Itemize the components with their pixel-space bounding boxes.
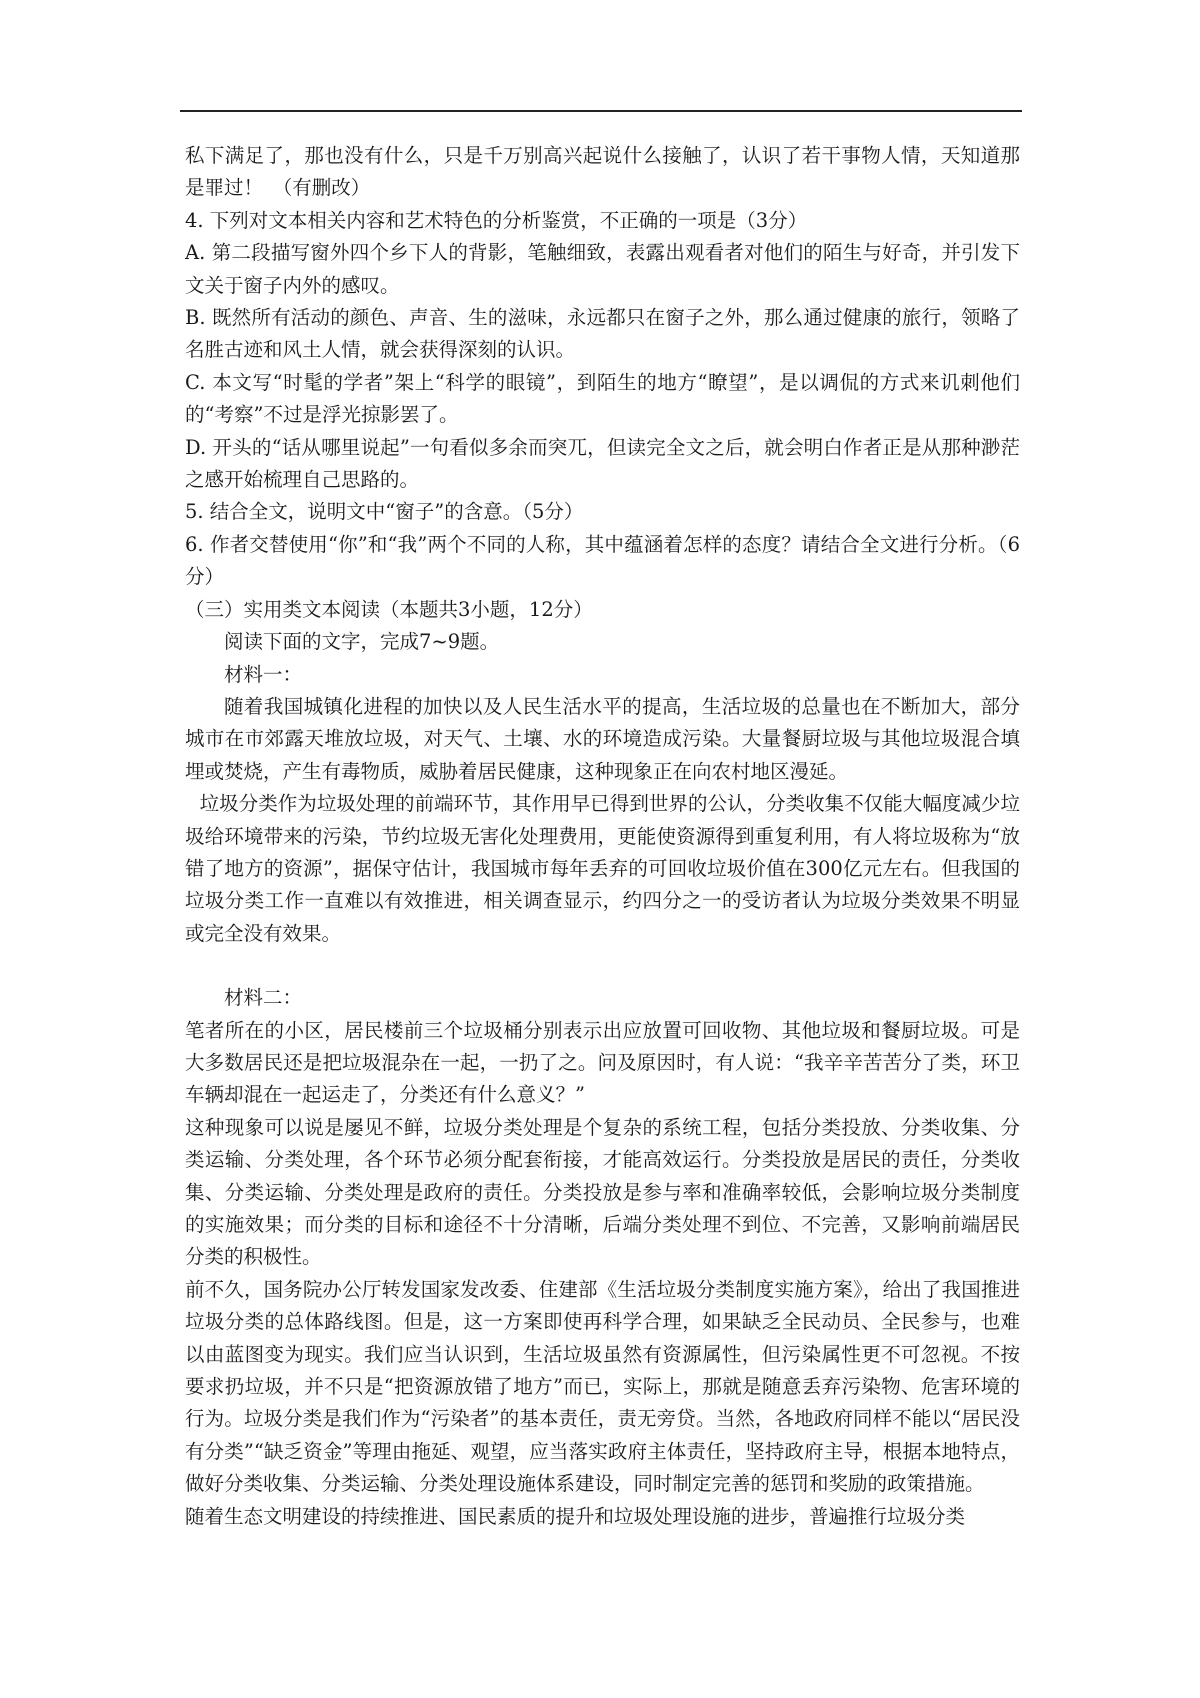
section-heading: （三）实用类文本阅读（本题共3小题，12分） <box>185 597 593 621</box>
material-2-paragraph: 随着生态文明建设的持续推进、国民素质的提升和垃圾处理设施的进步，普遍推行垃圾分类 <box>185 1504 966 1528</box>
option-d: D. 开头的“话从哪里说起”一句看似多余而突兀，但读完全文之后，就会明白作者正是从那种渺茫之感开始梳理自己思路的。 <box>185 435 1020 492</box>
header-rule <box>180 110 1022 112</box>
material-1-paragraph: 垃圾分类作为垃圾处理的前端环节，其作用早已得到世界的公认，分类收集不仅能大幅度减少垃圾给环境带来的污染，节约垃圾无害化处理费用，更能使资源得到重复利用，有人将垃圾称为“放错了地方的资源”，据保守估计，我国城市每年丢弃的可回收垃圾价值在300亿元左右。但我国的垃圾分类工作一直难以有效推进，相关调查显示，约四分之一的受访者认为垃圾分类效果不明显或完全没有效果。 <box>185 792 1020 945</box>
question-6: 6. 作者交替使用“你”和“我”两个不同的人称，其中蕴涵着怎样的态度？请结合全文进行分析。（6分） <box>185 532 1020 589</box>
instruction: 阅读下面的文字，完成7~9题。 <box>224 630 500 654</box>
paragraph: 私下满足了，那也没有什么，只是千万别高兴起说什么接触了，认识了若干事物人情，天知道那是罪过！ （有删改） <box>185 144 1020 200</box>
material-2-paragraph: 前不久，国务院办公厅转发国家发改委、住建部《生活垃圾分类制度实施方案》，给出了我国推进垃圾分类的总体路线图。但是，这一方案即使再科学合理，如果缺乏全民动员、全民参与，也难以由蓝图变为现实。我们应当认识到，生活垃圾虽然有资源属性，但污染属性更不可忽视。不按要求扔垃圾，并不只是“把资源放错了地方”而已，实际上，那就是随意丢弃污染物、危害环境的行为。垃圾分类是我们作为“污染者”的基本责任，责无旁贷。当然，各地政府同样不能以“居民没有分类”“缺乏资金”等理由拖延、观望，应当落实政府主体责任，坚持政府主导，根据本地特点，做好分类收集、分类运输、分类处理设施体系建设，同时制定完善的惩罚和奖励的政策措施。 <box>185 1277 1020 1496</box>
material-1-label: 材料一： <box>224 662 303 686</box>
material-2-paragraph: 笔者所在的小区，居民楼前三个垃圾桶分别表示出应放置可回收物、其他垃圾和餐厨垃圾。可是大多数居民还是把垃圾混杂在一起，一扔了之。问及原因时，有人说：“我辛辛苦苦分了类，环卫车辆却混在一起运走了，分类还有什么意义？” <box>185 1018 1020 1107</box>
option-c: C. 本文写“时髦的学者”架上“科学的眼镜”，到陌生的地方“瞭望”，是以调侃的方式来讥刺他们的“考察”不过是浮光掠影罢了。 <box>185 370 1020 427</box>
question-4: 4. 下列对文本相关内容和艺术特色的分析鉴赏，不正确的一项是（3分） <box>185 208 808 232</box>
material-2-paragraph: 这种现象可以说是屡见不鲜，垃圾分类处理是个复杂的系统工程，包括分类投放、分类收集、分类运输、分类处理，各个环节必须分配套衔接，才能高效运行。分类投放是居民的责任，分类收集、分类运输、分类处理是政府的责任。分类投放是参与率和准确率较低，会影响垃圾分类制度的实施效果；而分类的目标和途径不十分清晰，后端分类处理不到位、不完善，又影响前端居民分类的积极性。 <box>185 1115 1020 1269</box>
option-a: A. 第二段描写窗外四个乡下人的背影，笔触细致，表露出观看者对他们的陌生与好奇，并引发下文关于窗子内外的感叹。 <box>185 241 1020 297</box>
material-2-label: 材料二： <box>224 986 303 1010</box>
spacer <box>185 950 1020 982</box>
document-body <box>185 140 1020 1533</box>
material-1-paragraph: 随着我国城镇化进程的加快以及人民生活水平的提高，生活垃圾的总量也在不断加大，部分城市在市郊露天堆放垃圾，对天气、土壤、水的环境造成污染。大量餐厨垃圾与其他垃圾混合填埋或焚烧，产生有毒物质，威胁着居民健康，这种现象正在向农村地区漫延。 <box>185 694 1020 783</box>
question-5: 5. 结合全文，说明文中“窗子”的含意。（5分） <box>185 500 584 524</box>
option-b: B. 既然所有活动的颜色、声音、生的滋味，永远都只在窗子之外，那么通过健康的旅行，领略了名胜古迹和风土人情，就会获得深刻的认识。 <box>185 306 1020 362</box>
